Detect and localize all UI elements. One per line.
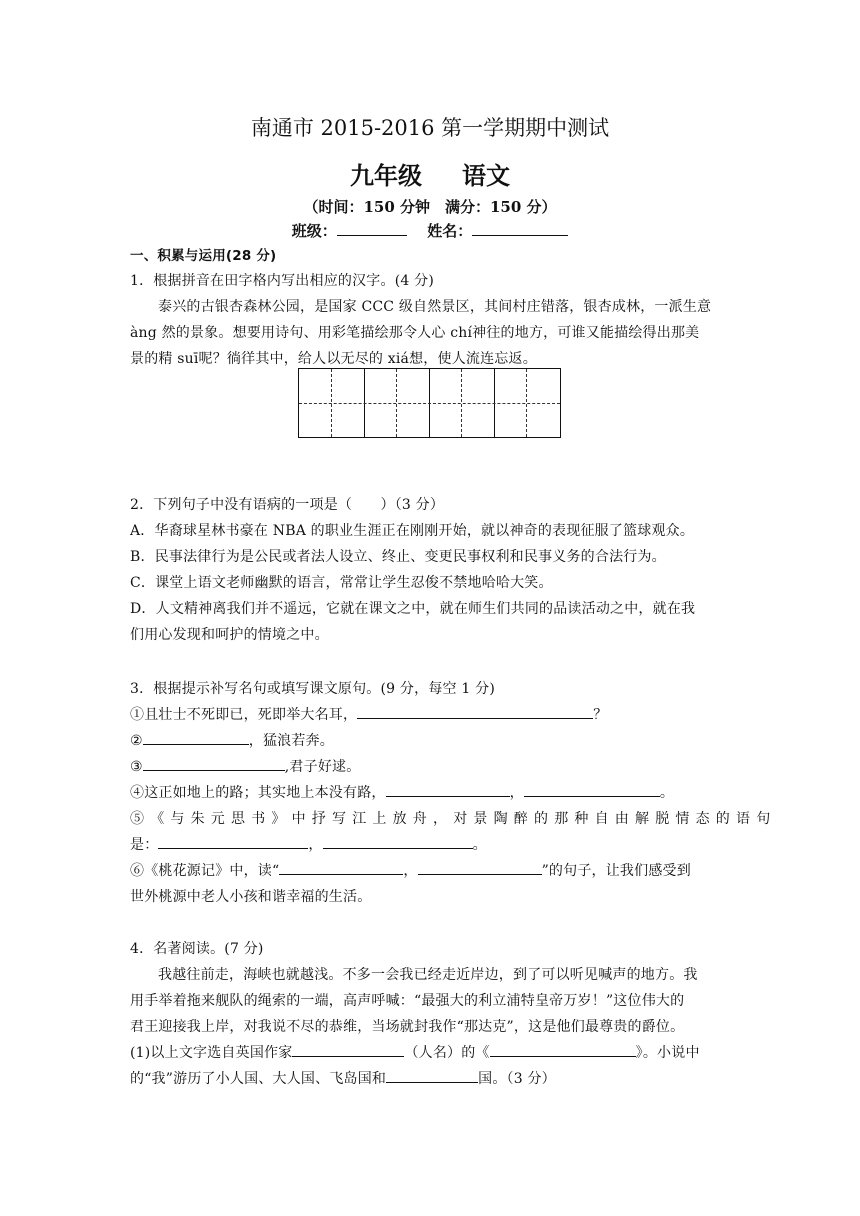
name-label: 姓名： — [427, 222, 473, 240]
country-blank[interactable] — [386, 1068, 478, 1083]
q2-option-c: C．课堂上语文老师幽默的语言，常常让学生忍俊不禁地哈哈大笑。 — [130, 575, 553, 591]
q3-item-6: ⑥《桃花源记》中，读“ ， ”的句子，让我们感受到 — [130, 860, 730, 880]
q4-sub1: (1)以上文字选自英国作家 （人名）的《 》。小说中 — [130, 1042, 730, 1062]
q2-stem: 2．下列句子中没有语病的一项是（ ）（3 分） — [130, 497, 445, 513]
q3-item-3: ③ ,君子好逑。 — [130, 756, 730, 776]
q4-passage-line: 我越往前走，海峡也就越浅。不多一会我已经走近岸边，到了可以听见喊声的地方。我 — [158, 967, 698, 983]
author-blank[interactable] — [292, 1042, 404, 1057]
q4-stem: 4．名著阅读。(7 分) — [130, 941, 264, 957]
q3-item-5-cont: 是： ， 。 — [130, 834, 730, 854]
answer-blank[interactable] — [158, 834, 308, 849]
q3-stem: 3．根据提示补写名句或填写课文原句。(9 分，每空 1 分) — [130, 681, 495, 697]
answer-blank[interactable] — [279, 860, 403, 875]
answer-blank[interactable] — [357, 704, 593, 719]
q4-passage-line: 用手举着拖来舰队的绳索的一端，高声呼喊：“最强大的利立浦特皇帝万岁！”这位伟大的 — [130, 993, 685, 1009]
q3-item-6-cont: 世外桃源中老人小孩和谐幸福的生活。 — [130, 889, 372, 905]
q2-option-b: B．民事法律行为是公民或者法人设立、终止、变更民事权利和民事义务的合法行为。 — [130, 549, 666, 565]
section-heading: 一、积累与运用(28 分) — [130, 248, 277, 264]
subject-label: 语文 — [462, 162, 510, 190]
name-blank[interactable] — [472, 221, 568, 236]
q1-paragraph-line: 景的精 suī呢？徜徉其中，给人以无尽的 xiá想，使人流连忘返。 — [130, 351, 537, 367]
q3-item-1: ①且壮士不死即已，死即举大名耳， ？ — [130, 704, 730, 724]
q3-item-5: ⑤《与朱元思书》中抒写江上放舟，对景陶醉的那种自由解脱情态的语句 — [130, 811, 777, 827]
exam-title: 南通市 2015-2016 第一学期期中测试 — [250, 116, 610, 140]
q4-passage-line: 君王迎接我上岸，对我说不尽的恭维，当场就封我作“那达克”，这是他们最尊贵的爵位。 — [130, 1019, 685, 1035]
q1-paragraph-line: 泰兴的古银杏森林公园，是国家 CCC 级自然景区，其间村庄错落，银杏成林，一派生意 — [158, 299, 712, 315]
exam-meta: （时间：150 分钟 满分：150 分） — [303, 198, 557, 216]
q1-stem: 1．根据拼音在田字格内写出相应的汉字。(4 分) — [130, 273, 434, 289]
answer-blank[interactable] — [143, 756, 285, 771]
tianzige-grid[interactable] — [298, 368, 561, 438]
student-info-line — [0, 220, 860, 241]
answer-blank[interactable] — [418, 860, 542, 875]
grade-label: 九年级 — [350, 162, 422, 190]
q3-item-4: ④这正如地上的路；其实地上本没有路， ， 。 — [130, 782, 730, 802]
q1-paragraph-line: àng 然的景象。想要用诗句、用彩笔描绘那令人心 chí神往的地方，可谁又能描绘得出那美 — [130, 325, 700, 341]
q2-option-d: D．人文精神离我们并不遥远，它就在课文之中，就在师生们共同的品读活动之中，就在我 — [130, 601, 696, 617]
answer-blank[interactable] — [323, 834, 473, 849]
answer-blank[interactable] — [143, 730, 249, 745]
q2-option-a: A．华裔球星林书豪在 NBA 的职业生涯正在刚刚开始，就以神奇的表现征服了篮球观众。 — [130, 523, 695, 539]
answer-blank[interactable] — [386, 782, 510, 797]
answer-blank[interactable] — [524, 782, 660, 797]
book-title-blank[interactable] — [490, 1042, 636, 1057]
q3-item-2: ② ，猛浪若奔。 — [130, 730, 730, 750]
q4-sub1-cont: 的“我”游历了小人国、大人国、飞岛国和 国。（3 分） — [130, 1068, 730, 1088]
grade-subject-heading — [0, 156, 860, 191]
class-blank[interactable] — [337, 221, 407, 236]
q2-option-d-cont: 们用心发现和呵护的情境之中。 — [130, 627, 329, 643]
class-label: 班级： — [291, 222, 337, 240]
